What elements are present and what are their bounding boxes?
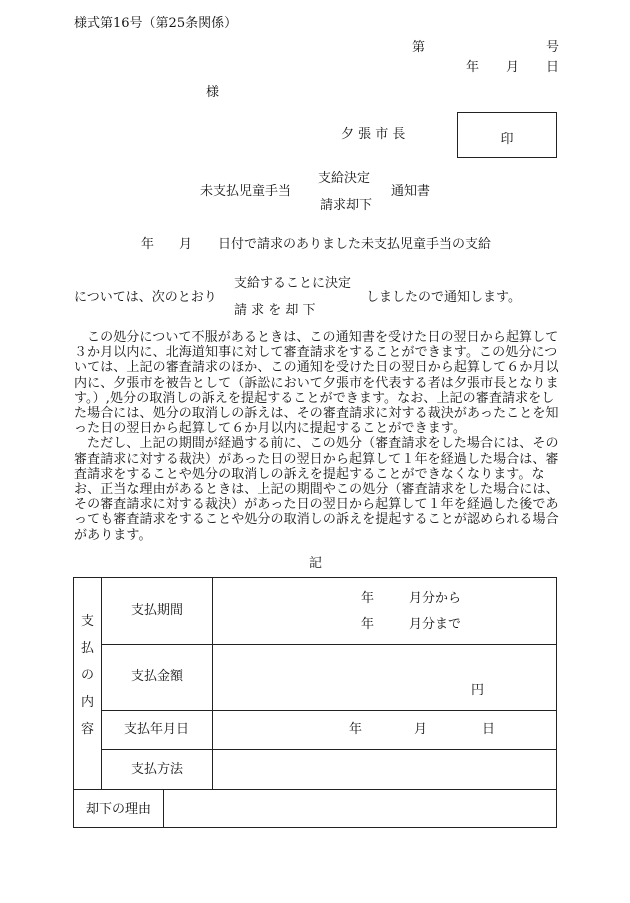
period-from-suffix: 月分から bbox=[409, 591, 462, 606]
title-option-rejection: 請求却下 bbox=[320, 198, 373, 213]
statement-option-rejection: 請 求 を 却 下 bbox=[234, 303, 316, 318]
side-char: 容 bbox=[80, 722, 94, 737]
number-go: 号 bbox=[546, 40, 560, 55]
rejection-reason-label: 却下の理由 bbox=[86, 802, 152, 817]
title-option-decision: 支給決定 bbox=[318, 171, 371, 186]
date-hi: 日 bbox=[546, 60, 560, 75]
payment-date-tsuki: 月 bbox=[414, 722, 428, 737]
period-to-nen: 年 bbox=[361, 617, 375, 632]
payment-date-label: 支払年月日 bbox=[124, 722, 190, 737]
statement-line1: 日付で請求のありました未支払児童手当の支給 bbox=[218, 237, 492, 252]
seal-label: 印 bbox=[500, 132, 514, 147]
statement-tsuki: 月 bbox=[179, 237, 193, 252]
period-to-suffix: 月分まで bbox=[409, 617, 462, 632]
seal-box bbox=[457, 112, 557, 158]
side-char: 支 bbox=[80, 614, 94, 629]
side-char: 払 bbox=[80, 641, 94, 656]
appeal-notice-para2: ただし、上記の期間が経過する前に、この処分（審査請求をした場合には、その審査請求に対する裁決）があった日の翌日から起算して１年を経過した場合は、審査請求をすることや処分の取消しの訴えを提起することができなくなります。なお、正当な理由があるときは、上記の期間やこの処分（審査請求をした場合には、その審査請求に対する裁決）があった日の翌日から起算して１年を経過した後であっても審査請求をすることや処分の取消しの訴えを提起することが認められる場合があります。 bbox=[74, 436, 559, 543]
side-char: の bbox=[80, 668, 94, 683]
amount-unit: 円 bbox=[471, 683, 485, 698]
form-number: 様式第16号（第25条関係） bbox=[74, 16, 238, 31]
appeal-notice bbox=[74, 330, 560, 543]
number-dai: 第 bbox=[412, 40, 426, 55]
title-prefix: 未支払児童手当 bbox=[200, 184, 292, 199]
payment-details-table bbox=[73, 577, 557, 828]
addressee-suffix: 様 bbox=[206, 85, 220, 100]
side-char: 内 bbox=[80, 695, 94, 710]
statement-prefix: については、次のとおり bbox=[74, 290, 217, 305]
date-tsuki: 月 bbox=[506, 60, 520, 75]
payment-content-side-label bbox=[74, 608, 101, 743]
ki-heading: 記 bbox=[309, 556, 323, 571]
period-from-nen: 年 bbox=[361, 591, 375, 606]
date-nen: 年 bbox=[466, 60, 480, 75]
amount-label: 支払金額 bbox=[131, 669, 184, 684]
issuer: 夕 張 市 長 bbox=[341, 127, 406, 142]
payment-date-hi: 日 bbox=[482, 722, 496, 737]
statement-suffix: しましたので通知します。 bbox=[366, 290, 521, 305]
payment-method-label: 支払方法 bbox=[131, 762, 184, 777]
title-suffix: 通知書 bbox=[391, 184, 431, 199]
statement-nen: 年 bbox=[141, 237, 155, 252]
statement-option-decision: 支給することに決定 bbox=[234, 276, 352, 291]
period-label: 支払期間 bbox=[131, 603, 184, 618]
appeal-notice-para1: この処分について不服があるときは、この通知書を受けた日の翌日から起算して３か月以内に、北海道知事に対して審査請求をすることができます。この処分については、上記の審査請求のほか、この通知を受けた日の翌日から起算して６か月以内に、夕張市を被告として（訴訟において夕張市を代表する者は夕張市長となります。）,処分の取消しの訴えを提起することができます。なお、上記の審査請求をした場合には、処分の取消しの訴えは、その審査請求に対する裁決があったことを知った日の翌日から起算して６か月以内に提起することができます。 bbox=[74, 330, 559, 437]
payment-date-nen: 年 bbox=[349, 722, 363, 737]
